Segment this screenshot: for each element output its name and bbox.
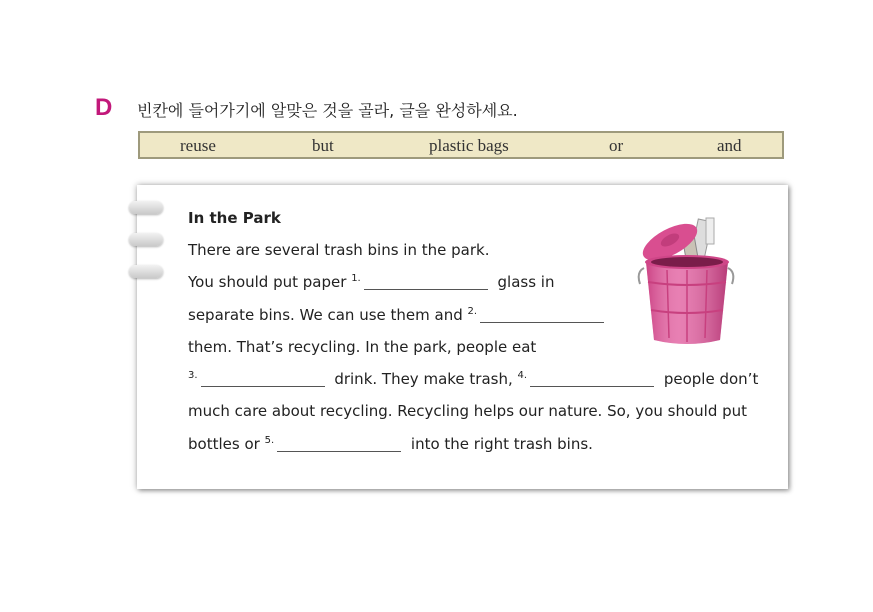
blank-number: 2. <box>467 306 478 317</box>
story-text-fragment: You should put paper <box>188 273 347 291</box>
word-option: but <box>312 136 334 155</box>
instruction-text: 빈칸에 들어가기에 알맞은 것을 골라, 글을 완성하세요. <box>137 101 518 120</box>
binder-ring <box>129 233 163 246</box>
story-text-fragment: into the right trash bins. <box>410 435 593 453</box>
blank-5[interactable] <box>277 437 401 452</box>
story-title: In the Park <box>188 209 281 227</box>
story-line: much care about recycling. Recycling helps our nature. So, you should put <box>188 402 748 420</box>
blank-number: 3. <box>188 370 198 381</box>
story-line <box>188 273 554 293</box>
section-letter: D <box>95 94 113 121</box>
story-text-fragment: glass in <box>497 273 555 291</box>
blank-number: 5. <box>264 435 275 446</box>
blank-2[interactable] <box>480 308 604 323</box>
binder-ring <box>129 265 163 278</box>
word-box <box>138 131 784 159</box>
pink-trash-bin-icon <box>632 210 742 350</box>
blank-1[interactable] <box>364 275 488 290</box>
word-option: and <box>717 136 742 155</box>
blank-number: 1. <box>351 273 361 284</box>
story-text-fragment: people don’t <box>663 370 759 388</box>
word-option: reuse <box>180 136 216 155</box>
word-option: plastic bags <box>429 136 509 155</box>
blank-3[interactable] <box>201 372 325 387</box>
story-line <box>188 306 609 326</box>
story-line <box>188 435 593 455</box>
blank-4[interactable] <box>530 372 654 387</box>
story-line: them. That’s recycling. In the park, people eat <box>188 338 537 356</box>
story-line: There are several trash bins in the park. <box>188 241 490 259</box>
blank-number: 4. <box>517 370 528 381</box>
story-card <box>137 185 788 489</box>
story-text-fragment: drink. They make trash, <box>334 370 513 388</box>
story-text-fragment: separate bins. We can use them and <box>188 306 463 324</box>
story-text-fragment: bottles or <box>188 435 260 453</box>
word-option: or <box>609 136 624 155</box>
story-line <box>188 370 758 390</box>
binder-ring <box>129 201 163 214</box>
